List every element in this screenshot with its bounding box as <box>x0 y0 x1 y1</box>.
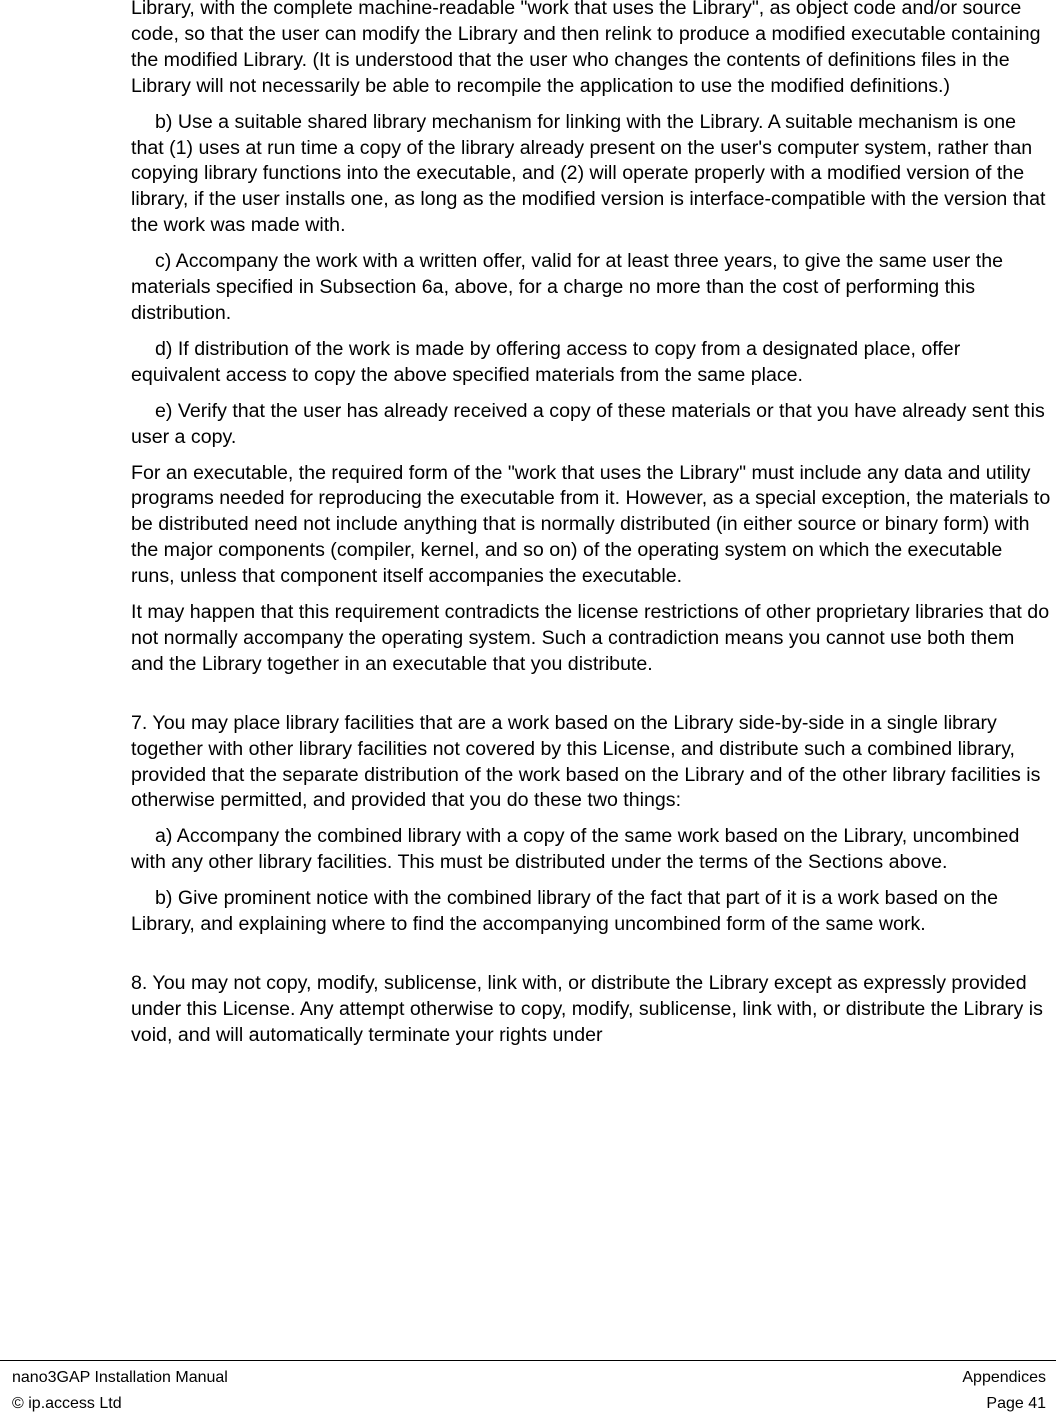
paragraph-section-7-item-a: a) Accompany the combined library with a copy of the same work based on the Library, uncombined with any other library facilities. This must be distributed under the terms of the Sections above. <box>131 825 1020 874</box>
paragraph-proprietary-contradiction: It may happen that this requirement contradicts the license restrictions of other proprietary libraries that do not normally accompany the operating system. Such a contradiction means you cannot use both them and the Library together in an executable that you distribute. <box>131 601 1050 675</box>
paragraph-section-7-item-b: b) Give prominent notice with the combined library of the fact that part of it is a work based on the Library, and explaining where to find the accompanying uncombined form of the same work. <box>131 887 998 936</box>
paragraph-item-b-shared-library: b) Use a suitable shared library mechanism for linking with the Library. A suitable mechanism is one that (1) uses at run time a copy of the library already present on the user's computer system, rather than copying library functions into the executable, and (2) will operate properly with a modified version of the library, if the user installs one, as long as the modified version is interface-compatible with the version that the work was made with. <box>131 110 1046 237</box>
footer-manual-title: nano3GAP Installation Manual <box>12 1369 228 1386</box>
footer-copyright: © ip.access Ltd <box>12 1395 122 1412</box>
paragraph-library-object-code: Library, with the complete machine-readable "work that uses the Library", as object code and/or source code, so that the user can modify the Library and then relink to produce a modified executable containing the modified Library. (It is understood that the user who changes the contents of definitions files in the Library will not necessarily be able to recompile the application to use the modified definitions.) <box>131 0 1041 97</box>
footer-page-number: Page 41 <box>986 1395 1046 1412</box>
document-body <box>131 0 1051 1059</box>
paragraph-executable-form: For an executable, the required form of the "work that uses the Library" must include any data and utility programs needed for reproducing the executable from it. However, as a special exception, the materials to be distributed need not include anything that is normally distributed (in either source or binary form) with the major components (compiler, kernel, and so on) of the operating system on which the executable runs, unless that component itself accompanies the executable. <box>131 461 1051 588</box>
paragraph-section-8: 8. You may not copy, modify, sublicense, link with, or distribute the Library except as expressly provided under this License. Any attempt otherwise to copy, modify, sublicense, link with, or distribute the Library is void, and will automatically terminate your rights under <box>131 972 1043 1046</box>
footer-section-name: Appendices <box>962 1369 1046 1386</box>
paragraph-section-7: 7. You may place library facilities that are a work based on the Library side-by-side in a single library together with other library facilities not covered by this License, and distribute such a combined library, provided that the separate distribution of the work based on the Library and of the other library facilities is otherwise permitted, and provided that you do these two things: <box>131 711 1041 812</box>
footer-divider <box>0 1360 1056 1361</box>
paragraph-item-d-distribution-access: d) If distribution of the work is made by offering access to copy from a designated place, offer equivalent access to copy the above specified materials from the same place. <box>131 337 961 386</box>
paragraph-item-c-written-offer: c) Accompany the work with a written offer, valid for at least three years, to give the same user the materials specified in Subsection 6a, above, for a charge no more than the cost of performing this distribution. <box>131 250 1004 324</box>
paragraph-item-e-verify-copy: e) Verify that the user has already received a copy of these materials or that you have already sent this user a copy. <box>131 399 1045 448</box>
